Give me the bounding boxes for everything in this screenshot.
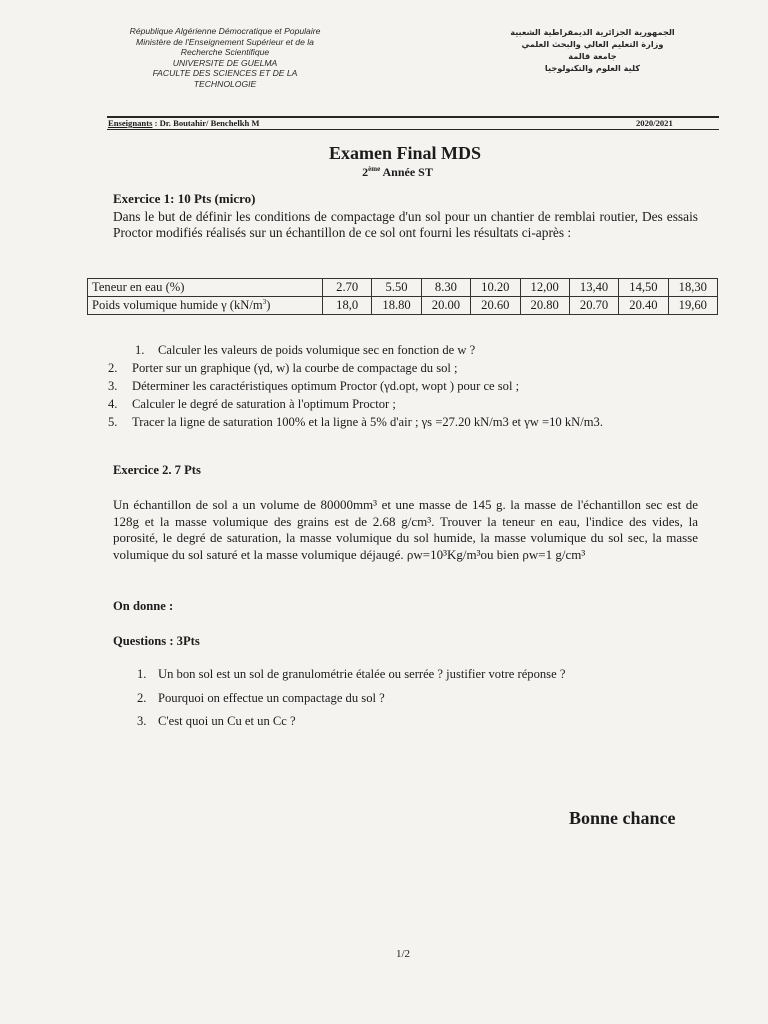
list-item: 2. Porter sur un graphique (γd, w) la courbe de compactage du sol ; xyxy=(108,361,458,376)
header-left-line: UNIVERSITE DE GUELMA xyxy=(172,57,278,68)
table-cell: 14,50 xyxy=(619,279,668,297)
table-cell: 20.70 xyxy=(569,297,618,315)
header-left-line: FACULTE DES SCIENCES ET DE LA xyxy=(152,68,298,79)
table-cell: 18.80 xyxy=(372,297,421,315)
teachers-names: : Dr. Boutahir/ Benchelkh M xyxy=(152,118,260,128)
exercise2-statement: Un échantillon de sol a un volume de 80000mm³ et une masse de 145 g. la masse de l'échantillon sec est de 128g et la masse volumique des grains est de 2.68 g/cm³. Trouver la teneur en eau, l'indice des vides, la porosité, le degré de saturation, la masse volumique du sol humide, la masse volumique du sol sec, la masse volumique du sol saturé et la masse volumique déjaugé. ρw=10³Kg/m³ou bien ρw=1 g/cm³ xyxy=(113,497,698,562)
header-right-line: الجمهورية الجزائرية الديمقراطية الشعبية xyxy=(510,27,675,37)
header-right-block xyxy=(505,26,680,74)
list-item: 2. Pourquoi on effectue un compactage du sol ? xyxy=(137,690,385,705)
exercise1-statement: Dans le but de définir les conditions de compactage d'un sol pour un chantier de remblai routier, Des essais Proctor modifiés réalisés sur un échantillon de ce sol ont fourni les résultats ci-après : xyxy=(113,209,698,240)
exercise1-questions xyxy=(108,343,692,433)
list-item: 1. Un bon sol est un sol de granulométrie étalée ou serrée ? justifier votre réponse ? xyxy=(137,667,566,681)
table-cell: 2.70 xyxy=(323,279,372,297)
exercise1-heading: Exercice 1: 10 Pts (micro) xyxy=(113,191,256,206)
header-left-line: Recherche Scientifique xyxy=(180,47,270,58)
header-right-line: جامعة قالمة xyxy=(568,51,617,61)
header-divider-bottom xyxy=(107,129,719,130)
questions-heading: Questions : 3Pts xyxy=(113,634,200,648)
header-left-block xyxy=(100,26,350,90)
table-cell: 13,40 xyxy=(569,279,618,297)
table-cell: 12,00 xyxy=(520,279,569,297)
teachers-line xyxy=(108,118,260,128)
table-cell: 19,60 xyxy=(668,297,717,315)
table-row-unit-weight xyxy=(88,297,718,315)
table-cell: 18,30 xyxy=(668,279,717,297)
table-row-label: Poids volumique humide γ $(kN/m^3)$ xyxy=(88,297,323,315)
exam-title: Examen Final MDS xyxy=(328,143,481,163)
teachers-label: Enseignants xyxy=(108,118,153,128)
table-row-label: Teneur en eau (%) xyxy=(88,279,323,297)
table-cell: 20.60 xyxy=(471,297,520,315)
header-left-line: République Algérienne Démocratique et Populaire xyxy=(129,26,321,36)
list-item: 1. Calculer les valeurs de poids volumique sec en fonction de w ? xyxy=(135,343,476,357)
table-row-water-content xyxy=(88,279,718,297)
exercise2-heading: Exercice 2. 7 Pts xyxy=(113,463,201,477)
table-cell: 8.30 xyxy=(421,279,470,297)
table-cell: 5.50 xyxy=(372,279,421,297)
table-cell: 20.80 xyxy=(520,297,569,315)
list-item: 5. Tracer la ligne de saturation 100% et la ligne à 5% d'air ; γs =27.20 kN/m3 et γw =10 kN/m3. xyxy=(108,415,603,430)
table-cell: 10.20 xyxy=(471,279,520,297)
page-number: 1/2 xyxy=(396,948,411,960)
header-right-line: كلية العلوم والتكنولوجيا xyxy=(544,63,641,73)
table-cell: 18,0 xyxy=(323,297,372,315)
list-item: 3. Déterminer les caractéristiques optimum Proctor (γd.opt, wopt ) pour ce sol ; xyxy=(108,379,520,394)
header-right-line: وزارة التعليم العالي والبحث العلمي xyxy=(521,39,664,49)
closing-wish: Bonne chance xyxy=(569,808,676,828)
exam-subtitle: 2ème Année ST xyxy=(362,165,433,179)
header-left-line: TECHNOLOGIE xyxy=(193,78,257,89)
header-left-line: Ministère de l'Enseignement Supérieur et de la xyxy=(136,36,314,47)
table-cell: 20.40 xyxy=(619,297,668,315)
proctor-data-table xyxy=(87,278,718,315)
list-item: 4. Calculer le degré de saturation à l'optimum Proctor ; xyxy=(108,397,396,412)
table-cell: 20.00 xyxy=(421,297,470,315)
given-label: On donne : xyxy=(113,599,174,613)
theory-questions xyxy=(137,667,697,738)
list-item: 3. C'est quoi un Cu et un Cc ? xyxy=(137,714,296,729)
academic-year: 2020/2021 xyxy=(636,118,673,128)
